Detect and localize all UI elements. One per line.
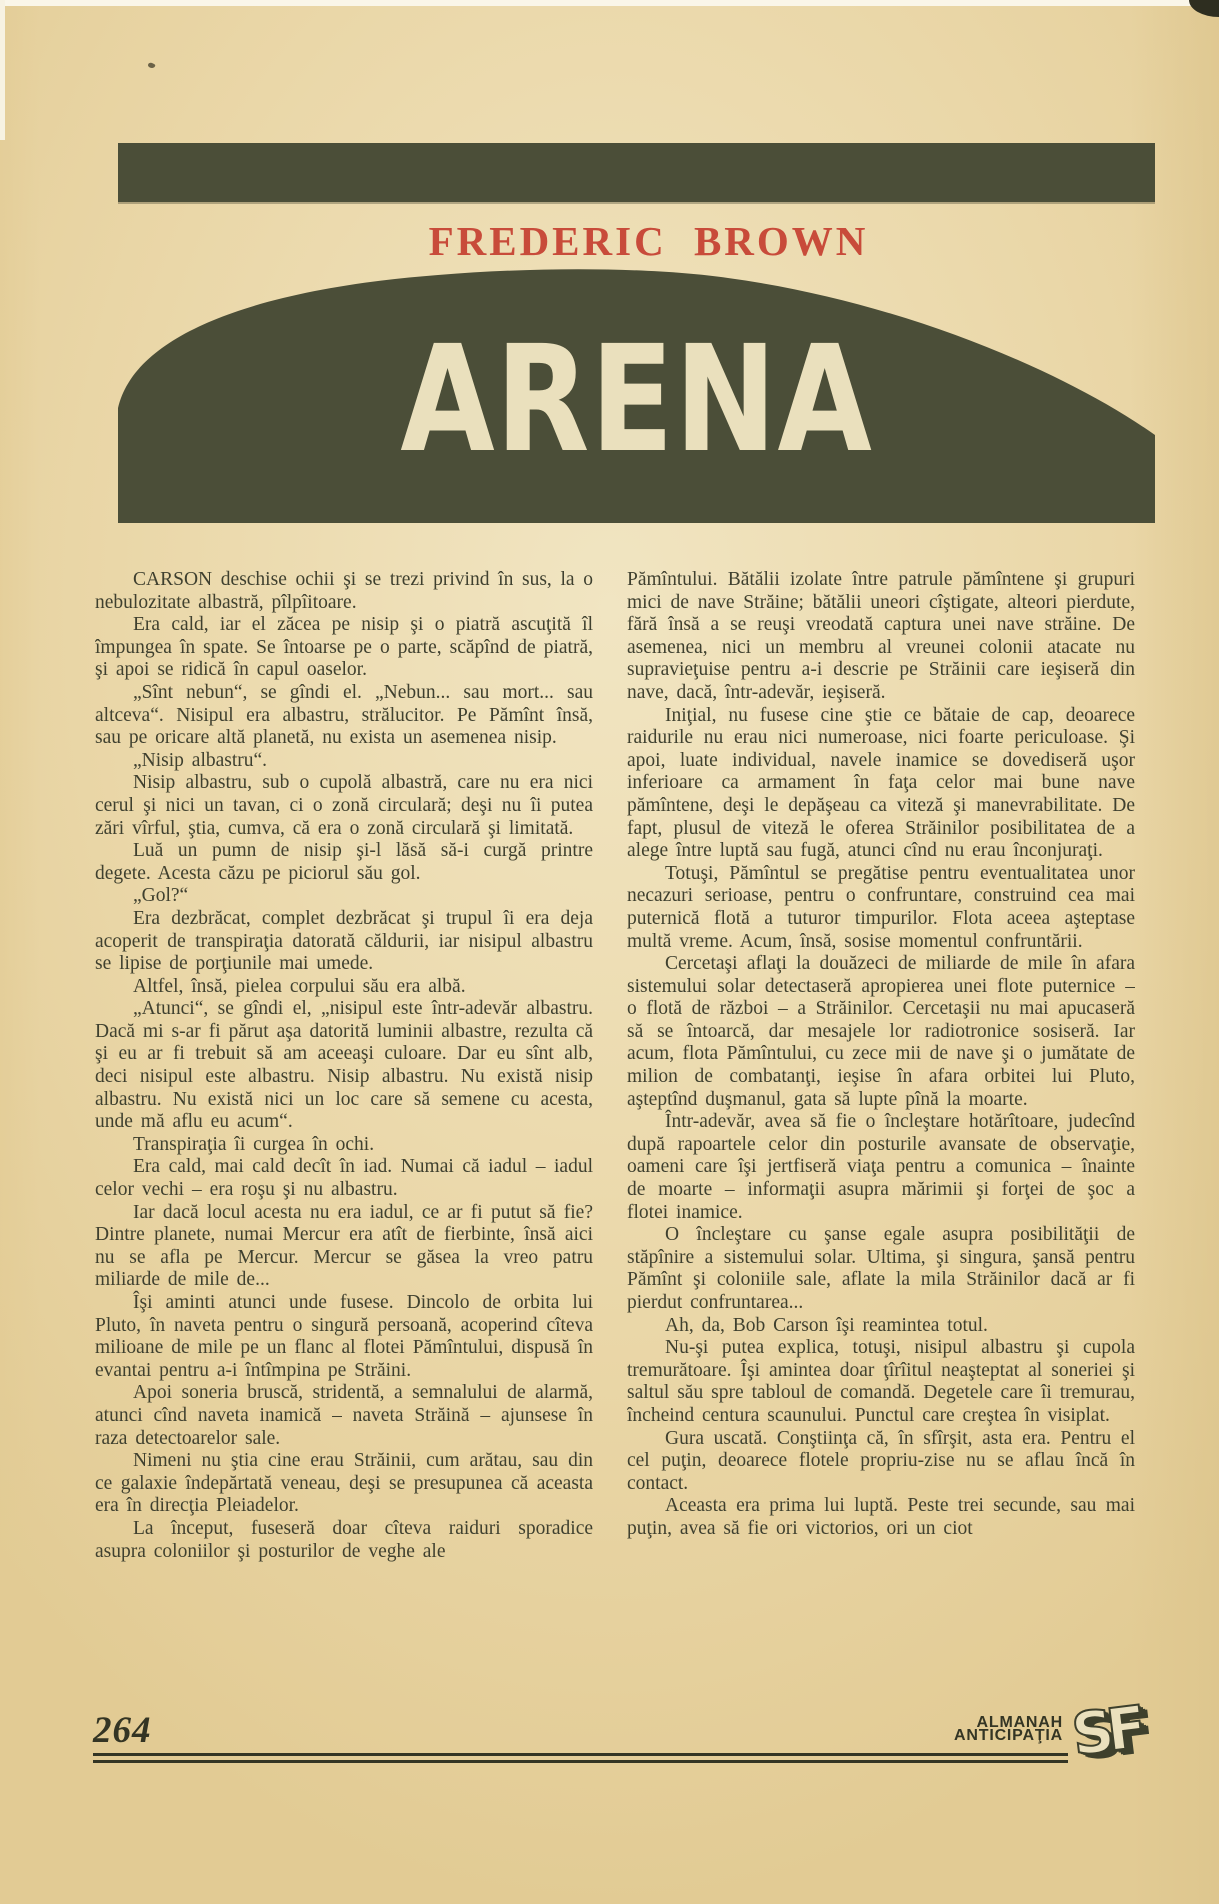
paragraph: Iniţial, nu fusese cine ştie ce bătaie de cap, deoarece raidurile nu erau nici numeroase, nici foarte periculoase. Şi apoi, luate individual, navele inamice se dovediseră uşor inferioare ca armament în faţa celor mai bune nave pămîntene, deşi le depăşeau ca viteză şi manevrabilitate. De fapt, plusul de viteză le oferea Străinilor posibilitatea de a alege între luptă sau fugă, atunci cînd nu erau înconjuraţi. [627, 704, 1135, 862]
page-number: 264 [93, 1710, 152, 1751]
paragraph: Gura uscată. Conştiinţa că, în sfîrşit, asta era. Pentru el cel puţin, deoarece flotele propriu-zise nu se aflau încă în contact. [627, 1427, 1135, 1494]
paragraph: Iar dacă locul acesta nu era iadul, ce ar fi putut să fie? Dintre planete, numai Mercur era atît de fierbinte, însă aici nu se afla pe Mercur. Mercur se găsea la vreo patru miliarde de mile de... [95, 1201, 593, 1291]
footer-rule [93, 1753, 1068, 1763]
text-column-right [627, 569, 1135, 1715]
scan-speck [147, 62, 155, 69]
paragraph: Pămîntului. Bătălii izolate între patrule pămîntene şi grupuri mici de nave Străine; bătălii uneori cîştigate, alteori pierdute, fără însă a se reuşi vreodată captura unei nave străine. De asemenea, nici un membru al vreunei colonii atacate nu supravieţuise pentru a-i descrie pe Străinii care ieşiseră din nave, dacă, într-adevăr, ieşiseră. [627, 569, 1135, 703]
paragraph: CARSON deschise ochii şi se trezi privind în sus, la o nebulozitate albastră, pîlpîitoare. [95, 569, 593, 613]
story-title: ARENA [400, 314, 873, 485]
paragraph: „Nisip albastru“. [133, 749, 268, 771]
almanac-line-2: ANTICIPAŢIA [954, 1727, 1063, 1744]
paragraph: Era cald, mai cald decît în iad. Numai că iadul – iadul celor vechi – era roşu şi nu albastru. [95, 1156, 593, 1201]
paragraph: O încleştare cu şanse egale asupra posibilităţii de stăpînire a sistemului solar. Ultima, şi singura, şansă pentru Pămînt şi coloniile sale, aflate la mila Străinilor dacă ar fi pierdut confruntarea... [627, 1224, 1135, 1313]
text-column-left [95, 569, 593, 1715]
paragraph: Apoi soneria bruscă, stridentă, a semnalului de alarmă, atunci cînd naveta inamică – naveta Străină – ajunsese în raza detectoarelor sale. [95, 1382, 593, 1449]
paragraph: Nisip albastru, sub o cupolă albastră, care nu era nici cerul şi nici un tavan, ci o zonă circulară; deşi nu îi putea zări vîrful, ştia, cumva, că era o zonă circulară şi limitată. [95, 772, 593, 839]
paragraph: Transpiraţia îi curgea în ochi. [133, 1133, 375, 1155]
paragraph: Nimeni nu ştia cine erau Străinii, cum arătau, sau din ce galaxie îndepărtată veneau, deşi se presupunea că aceasta era în direcţia Pleiadelor. [95, 1450, 593, 1517]
paragraph: Nu-şi putea explica, totuşi, nisipul albastru şi cupola tremurătoare. Îşi amintea doar ţîrîitul neaşteptat al soneriei şi saltul său spre tabloul de comandă. Degetele care îi tremurau, încheind centura scaunului. Punctul care creştea în visiplat. [627, 1337, 1135, 1426]
paragraph: Era cald, iar el zăcea pe nisip şi o piatră ascuţită îl împungea în spate. Se întoarse pe o parte, scăpînd de piatră, şi apoi se ridică în capul oaselor. [95, 614, 593, 681]
header-rule-bar [118, 143, 1155, 202]
paragraph: Altfel, însă, pielea corpului său era albă. [133, 975, 466, 997]
paragraph: Cercetaşi aflaţi la douăzeci de miliarde de mile în afara sistemului solar detectaseră apropierea unei flote puternice – o flotă de război – a Străinilor. Cercetaşii nu mai apucaseră să se întoarcă, dar mesajele lor radiotronice sosiseră. Iar acum, flota Pămîntului, cu zece mii de nave şi o jumătate de milion de combatanţi, ieşise în afara orbitei lui Pluto, aşteptînd duşmanul, gata să lupte pînă la moarte. [627, 953, 1135, 1110]
paragraph: La început, fuseseră doar cîteva raiduri sporadice asupra coloniilor şi posturilor de veghe ale [95, 1517, 593, 1562]
paragraph: „Gol?“ [133, 885, 189, 907]
paragraph: Era dezbrăcat, complet dezbrăcat şi trupul îi era deja acoperit de transpiraţia datorată căldurii, iar nisipul albastru se lipise de porţiunile mai umede. [95, 907, 593, 975]
scan-corner-mark [1189, 0, 1219, 17]
paragraph: Îşi aminti atunci unde fusese. Dincolo de orbita lui Pluto, în naveta pentru o singură persoană, acoperind cîteva milioane de mile pe un flanc al flotei Pămîntului, dispusă în evantai pentru a-i întîmpina pe Străini. [95, 1292, 593, 1381]
almanac-label [798, 1716, 1063, 1742]
scan-left-edge [0, 0, 5, 140]
paragraph: Aceasta era prima lui luptă. Peste trei secunde, sau mai puţin, avea să fie ori victorios, ori un ciot [627, 1495, 1135, 1539]
paragraph: „Atunci“, se gîndi el, „nisipul este într-adevăr albastru. Dacă mi s-ar fi părut aşa datorită luminii albastre, rezulta că şi eu ar fi trebuit să am aceeaşi culoare. Dar eu sînt alb, deci nisipul este albastru. Nisip albastru. Nu există nisip albastru. Nu există nici un loc care să semene cu acesta, unde mă aflu eu acum“. [95, 998, 593, 1133]
almanac-line-1: ALMANAH [976, 1714, 1063, 1731]
paragraph: „Sînt nebun“, se gîndi el. „Nebun... sau mort... sau altceva“. Nisipul era albastru, strălucitor. Pe Pămînt însă, sau pe oricare altă planetă, nu exista un asemenea nisip. [95, 681, 593, 749]
paragraph: Ah, da, Bob Carson îşi reamintea totul. [665, 1314, 988, 1336]
paragraph: Totuşi, Pămîntul se pregătise pentru eventualitatea unor necazuri serioase, pentru o confruntare, construind cea mai puternică flotă a tuturor timpurilor. Flota aceea aşteptase multă vreme. Acum, însă, sosise momentul confruntării. [627, 862, 1135, 952]
paragraph: Într-adevăr, avea să fie o încleştare hotărîtoare, judecînd după rapoartele celor din posturile avansate de observaţie, oameni care îşi jertfiseră viaţa pentru a comunica – înainte de moarte – informaţii asupra mărimii şi forţei de şoc a flotei inamice. [627, 1111, 1135, 1223]
author-name: FREDERIC BROWN [428, 218, 869, 264]
paragraph: Luă un pumn de nisip şi-l lăsă să-i curgă printre degete. Acesta căzu pe piciorul său gol. [95, 840, 593, 884]
scan-top-edge [0, 0, 1219, 6]
sf-logo: SF [1068, 1693, 1144, 1769]
